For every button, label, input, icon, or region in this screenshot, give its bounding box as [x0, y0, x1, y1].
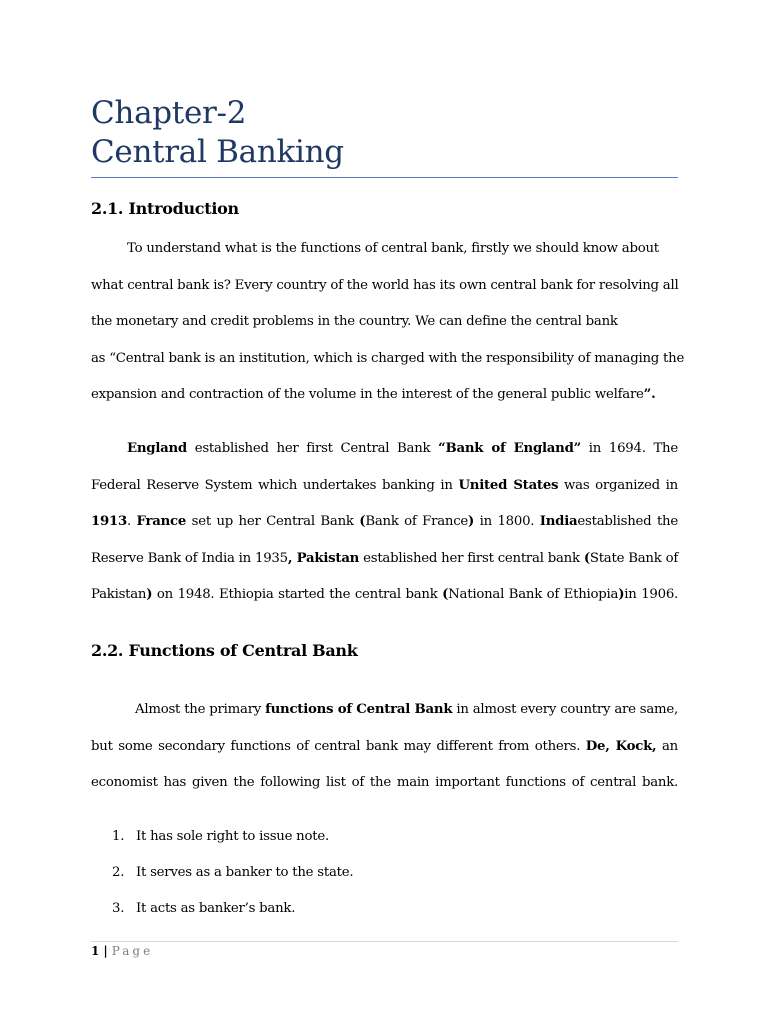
list-number: 3. — [112, 901, 125, 916]
page-footer — [91, 943, 153, 959]
text-run: an economist has given the following list of the main important functions of central bank. — [91, 738, 678, 790]
paren: ( — [359, 514, 366, 529]
list-number: 2. — [112, 865, 125, 880]
bold-bank-of-england: “Bank of England” — [438, 441, 582, 456]
bold-india: India — [539, 514, 578, 529]
text-run: in 1800. — [474, 514, 540, 529]
text-run: in 1694. The Federal Reserve System which undertakes banking in — [91, 441, 678, 493]
functions-list — [91, 821, 353, 929]
text-line: To understand what is the functions of central bank, firstly we should know about — [127, 241, 659, 256]
list-item — [91, 893, 353, 929]
title-underline — [91, 177, 678, 178]
bold-de-kock: De, Kock, — [585, 738, 657, 754]
paren: ( — [583, 550, 590, 566]
bold-england: England — [127, 441, 187, 456]
list-item — [91, 857, 353, 893]
section-heading-introduction: 2.1. Introduction — [91, 199, 239, 218]
chapter-title — [91, 94, 344, 172]
list-text: It has sole right to issue note. — [136, 829, 329, 844]
text-run: in 1906. — [624, 587, 679, 602]
text-line: the monetary and credit problems in the country. We can define the central bank — [91, 314, 618, 329]
document-page — [91, 0, 685, 1024]
text-line: what central bank is? Every country of the world has its own central bank for resolving all — [91, 277, 679, 293]
text-run: established her first Central Bank — [186, 441, 439, 456]
bold-functions-of-central-bank: functions of Central Bank — [265, 702, 453, 717]
footer-separator: | — [103, 944, 108, 958]
footer-rule — [91, 941, 678, 942]
paren: ) — [146, 587, 153, 602]
text-run: 5 — [279, 550, 288, 566]
text-run: established the Reserve Bank of India in 193 — [91, 514, 678, 566]
bold-1913: 1913 — [91, 514, 128, 529]
text-run: National Bank of Ethiopia — [448, 587, 619, 602]
text-run: Almost the primary — [135, 702, 266, 717]
text-run: was organized in — [558, 477, 678, 493]
page-number: 1 — [91, 944, 100, 958]
text-run: State Bank of Pakistan — [91, 550, 678, 602]
functions-paragraph — [91, 692, 678, 802]
text-run: expansion and contraction of the volume in the interest of the general public welfare — [91, 387, 644, 402]
closing-quote: ”. — [643, 387, 656, 402]
section-heading-functions: 2.2. Functions of Central Bank — [91, 641, 358, 660]
text-run: in almost every country are same, but some secondary functions of central bank may different from others. — [91, 702, 679, 754]
text-run: on 1948. Ethiopia started the central bank — [152, 587, 443, 602]
intro-paragraph — [91, 231, 685, 414]
paren: ( — [442, 587, 449, 602]
chapter-name: Central Banking — [91, 134, 344, 170]
text-line — [91, 377, 678, 414]
list-item — [91, 821, 353, 857]
list-text: It serves as a banker to the state. — [136, 865, 354, 880]
bold-france: France — [136, 514, 187, 529]
text-run: established her first central bank — [359, 550, 584, 566]
list-text: It acts as banker’s bank. — [136, 901, 296, 916]
bold-united-states: United States — [458, 477, 559, 493]
history-paragraph — [91, 431, 678, 614]
text-run: Bank of France — [365, 514, 469, 529]
paren: ) — [618, 587, 625, 602]
chapter-number: Chapter-2 — [91, 95, 247, 131]
list-number: 1. — [112, 829, 125, 844]
text-run: . — [127, 514, 137, 529]
bold-pakistan: , Pakistan — [287, 550, 360, 566]
text-run: set up her Central Bank — [186, 514, 360, 529]
paren: ) — [468, 514, 475, 529]
text-line: as “Central bank is an institution, which is charged with the responsibility of managing the — [91, 350, 685, 366]
page-label: Page — [111, 944, 154, 958]
